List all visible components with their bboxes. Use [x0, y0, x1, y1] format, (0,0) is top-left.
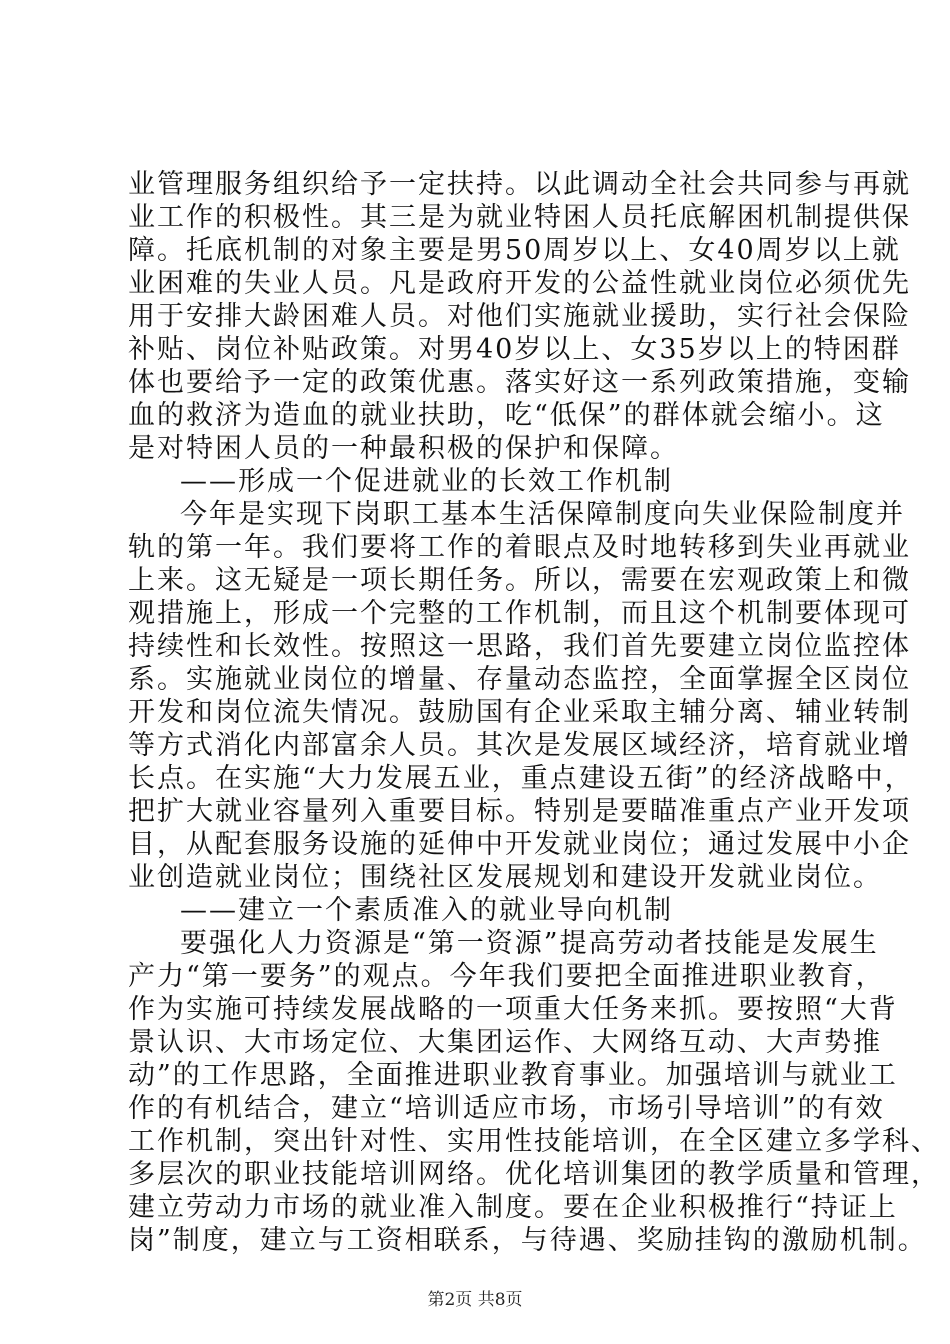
text-line: 业工作的积极性。其三是为就业特困人员托底解困机制提供保 — [128, 202, 911, 233]
text-line: 血的救济为造血的就业扶助，吃“低保”的群体就会缩小。这 — [128, 400, 885, 431]
text-line: 岗”制度，建立与工资相联系，与待遇、奖励挂钩的激励机制。 — [128, 1225, 927, 1256]
text-line: 观措施上，形成一个完整的工作机制，而且这个机制要体现可 — [128, 598, 911, 629]
text-line: 开发和岗位流失情况。鼓励国有企业采取主辅分离、辅业转制 — [128, 697, 911, 728]
text-line: 业管理服务组织给予一定扶持。以此调动全社会共同参与再就 — [128, 169, 911, 200]
text-line: 障。托底机制的对象主要是男50周岁以上、女40周岁以上就 — [128, 235, 901, 266]
text-line: 多层次的职业技能培训网络。优化培训集团的教学质量和管理， — [128, 1159, 940, 1190]
text-line: 建立劳动力市场的就业准入制度。要在企业积极推行“持证上 — [128, 1192, 898, 1223]
text-line: 用于安排大龄困难人员。对他们实施就业援助，实行社会保险 — [128, 301, 911, 332]
text-line: 工作机制，突出针对性、实用性技能培训，在全区建立多学科、 — [128, 1126, 940, 1157]
text-line: 今年是实现下岗职工基本生活保障制度向失业保险制度并 — [180, 499, 905, 530]
text-line: 景认识、大市场定位、大集团运作、大网络互动、大声势推 — [128, 1027, 882, 1058]
text-line: 业困难的失业人员。凡是政府开发的公益性就业岗位必须优先 — [128, 268, 911, 299]
text-line: 持续性和长效性。按照这一思路，我们首先要建立岗位监控体 — [128, 631, 911, 662]
text-line: 动”的工作思路，全面推进职业教育事业。加强培训与就业工 — [128, 1060, 898, 1091]
text-line: 业创造就业岗位；围绕社区发展规划和建设开发就业岗位。 — [128, 862, 882, 893]
section-heading: ——建立一个素质准入的就业导向机制 — [180, 895, 673, 926]
text-line: 长点。在实施“大力发展五业，重点建设五街”的经济战略中， — [128, 763, 914, 794]
text-line: 体也要给予一定的政策优惠。落实好这一系列政策措施，变输 — [128, 367, 911, 398]
text-line: 补贴、岗位补贴政策。对男40岁以上、女35岁以上的特困群 — [128, 334, 901, 365]
text-line: 作为实施可持续发展战略的一项重大任务来抓。要按照“大背 — [128, 994, 898, 1025]
text-line: 等方式消化内部富余人员。其次是发展区域经济，培育就业增 — [128, 730, 911, 761]
text-line: 目，从配套服务设施的延伸中开发就业岗位；通过发展中小企 — [128, 829, 911, 860]
text-line: 要强化人力资源是“第一资源”提高劳动者技能是发展生 — [180, 928, 879, 959]
text-line: 上来。这无疑是一项长期任务。所以，需要在宏观政策上和微 — [128, 565, 911, 596]
text-line: 是对特困人员的一种最积极的保护和保障。 — [128, 433, 679, 464]
text-line: 产力“第一要务”的观点。今年我们要把全面推进职业教育， — [128, 961, 885, 992]
section-heading: ——形成一个促进就业的长效工作机制 — [180, 466, 673, 497]
text-line: 作的有机结合，建立“培训适应市场，市场引导培训”的有效 — [128, 1093, 885, 1124]
text-line: 轨的第一年。我们要将工作的着眼点及时地转移到失业再就业 — [128, 532, 911, 563]
page-number-footer: 第2页 共8页 — [427, 1290, 523, 1310]
text-line: 把扩大就业容量列入重要目标。特别是要瞄准重点产业开发项 — [128, 796, 911, 827]
text-line: 系。实施就业岗位的增量、存量动态监控，全面掌握全区岗位 — [128, 664, 911, 695]
